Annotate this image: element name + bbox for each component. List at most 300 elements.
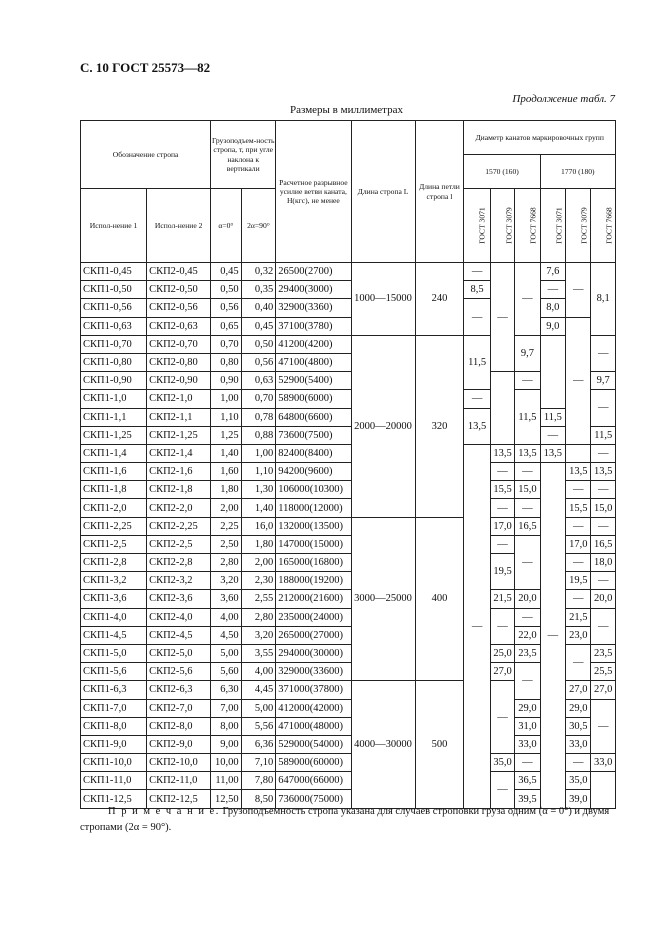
gost7668-b-label: ГОСТ 7668 bbox=[605, 207, 615, 244]
rope-diameter-cell: — bbox=[515, 535, 540, 590]
rope-diameter-cell: — bbox=[591, 699, 616, 754]
capacity-alpha0-cell: 3,20 bbox=[211, 572, 242, 590]
rope-diameter-cell: 21,5 bbox=[490, 590, 514, 608]
designation-variant1-cell: СКП1-3,6 bbox=[81, 590, 147, 608]
designation-variant2-cell: СКП2-0,45 bbox=[147, 263, 211, 281]
col-diameter-header: Диаметр канатов маркировочных групп bbox=[464, 121, 616, 155]
designation-variant1-cell: СКП1-2,25 bbox=[81, 517, 147, 535]
breaking-force-cell: 165000(16800) bbox=[276, 554, 351, 572]
breaking-force-cell: 265000(27000) bbox=[276, 626, 351, 644]
designation-variant2-cell: СКП2-0,56 bbox=[147, 299, 211, 317]
capacity-alpha0-cell: 11,00 bbox=[211, 772, 242, 790]
rope-diameter-cell: — bbox=[566, 317, 591, 444]
capacity-alpha0-cell: 12,50 bbox=[211, 790, 242, 808]
col-gost7668-b-header bbox=[591, 189, 616, 263]
designation-variant2-cell: СКП2-9,0 bbox=[147, 735, 211, 753]
col-gost3071-a-header bbox=[464, 189, 490, 263]
table-row bbox=[81, 481, 616, 499]
rope-diameter-cell: 19,5 bbox=[490, 554, 514, 590]
capacity-alpha0-cell: 0,80 bbox=[211, 353, 242, 371]
col-designation-header: Обозначение стропа bbox=[81, 121, 211, 189]
capacity-alpha0-cell: 0,56 bbox=[211, 299, 242, 317]
designation-variant2-cell: СКП2-12,5 bbox=[147, 790, 211, 808]
rope-diameter-cell: — bbox=[490, 681, 514, 754]
capacity-alpha0-cell: 0,65 bbox=[211, 317, 242, 335]
rope-diameter-cell: 27,0 bbox=[591, 681, 616, 699]
rope-diameter-cell: — bbox=[566, 517, 591, 535]
designation-variant2-cell: СКП2-6,3 bbox=[147, 681, 211, 699]
table-continuation-label: Продолжение табл. 7 bbox=[512, 93, 615, 105]
breaking-force-cell: 106000(10300) bbox=[276, 481, 351, 499]
rope-diameter-cell: — bbox=[490, 263, 514, 372]
capacity-alpha0-cell: 5,60 bbox=[211, 663, 242, 681]
designation-variant1-cell: СКП1-0,63 bbox=[81, 317, 147, 335]
rope-diameter-cell: 29,0 bbox=[515, 699, 540, 717]
capacity-alpha0-cell: 8,00 bbox=[211, 717, 242, 735]
designation-variant2-cell: СКП2-1,6 bbox=[147, 463, 211, 481]
designation-variant2-cell: СКП2-11,0 bbox=[147, 772, 211, 790]
table-row bbox=[81, 444, 616, 462]
breaking-force-cell: 212000(21600) bbox=[276, 590, 351, 608]
table-row bbox=[81, 663, 616, 681]
breaking-force-cell: 47100(4800) bbox=[276, 353, 351, 371]
designation-variant2-cell: СКП2-1,1 bbox=[147, 408, 211, 426]
designation-variant1-cell: СКП1-10,0 bbox=[81, 754, 147, 772]
rope-diameter-cell: — bbox=[540, 281, 565, 299]
rope-diameter-cell: — bbox=[566, 263, 591, 318]
capacity-alpha0-cell: 6,30 bbox=[211, 681, 242, 699]
col-gost3079-a-header bbox=[490, 189, 514, 263]
rope-diameter-cell: 33,0 bbox=[566, 735, 591, 753]
breaking-force-cell: 371000(37800) bbox=[276, 681, 351, 699]
designation-variant2-cell: СКП2-3,2 bbox=[147, 572, 211, 590]
breaking-force-cell: 412000(42000) bbox=[276, 699, 351, 717]
capacity-alpha0-cell: 0,70 bbox=[211, 335, 242, 353]
rope-diameter-cell: — bbox=[591, 517, 616, 535]
rope-diameter-cell: — bbox=[515, 463, 540, 481]
col-gost3079-b-header bbox=[566, 189, 591, 263]
breaking-force-cell: 471000(48000) bbox=[276, 717, 351, 735]
designation-variant2-cell: СКП2-4,0 bbox=[147, 608, 211, 626]
table-row bbox=[81, 699, 616, 717]
breaking-force-cell: 73600(7500) bbox=[276, 426, 351, 444]
col-variant2-header: Испол-нение 2 bbox=[147, 189, 211, 263]
capacity-alpha90-cell: 7,80 bbox=[241, 772, 276, 790]
capacity-alpha90-cell: 0,56 bbox=[241, 353, 276, 371]
designation-variant1-cell: СКП1-7,0 bbox=[81, 699, 147, 717]
capacity-alpha0-cell: 0,90 bbox=[211, 372, 242, 390]
table-row bbox=[81, 372, 616, 390]
capacity-alpha90-cell: 1,10 bbox=[241, 463, 276, 481]
designation-variant2-cell: СКП2-2,5 bbox=[147, 535, 211, 553]
rope-diameter-cell: 29,0 bbox=[566, 699, 591, 717]
rope-diameter-cell: — bbox=[490, 772, 514, 808]
designation-variant1-cell: СКП1-0,80 bbox=[81, 353, 147, 371]
capacity-alpha0-cell: 1,40 bbox=[211, 444, 242, 462]
rope-diameter-cell: — bbox=[591, 335, 616, 371]
rope-diameter-cell: 27,0 bbox=[490, 663, 514, 681]
rope-diameter-cell: 19,5 bbox=[566, 572, 591, 590]
table-row bbox=[81, 535, 616, 553]
rope-diameter-cell: — bbox=[515, 372, 540, 390]
designation-variant2-cell: СКП2-0,63 bbox=[147, 317, 211, 335]
rope-diameter-cell: — bbox=[540, 426, 565, 444]
capacity-alpha90-cell: 2,80 bbox=[241, 608, 276, 626]
loop-length-cell: 320 bbox=[415, 335, 464, 517]
breaking-force-cell: 82400(8400) bbox=[276, 444, 351, 462]
col-variant1-header: Испол-нение 1 bbox=[81, 189, 147, 263]
rope-diameter-cell: 9,7 bbox=[591, 372, 616, 390]
designation-variant1-cell: СКП1-5,6 bbox=[81, 663, 147, 681]
rope-diameter-cell: 8,5 bbox=[464, 281, 490, 299]
loop-length-cell: 500 bbox=[415, 681, 464, 808]
gost3079-b-label: ГОСТ 3079 bbox=[579, 207, 589, 244]
rope-diameter-cell: — bbox=[490, 463, 514, 481]
designation-variant2-cell: СКП2-1,4 bbox=[147, 444, 211, 462]
rope-diameter-cell bbox=[566, 444, 591, 462]
table-row bbox=[81, 735, 616, 753]
rope-diameter-cell: — bbox=[464, 390, 490, 408]
breaking-force-cell: 41200(4200) bbox=[276, 335, 351, 353]
rope-diameter-cell: 13,5 bbox=[566, 463, 591, 481]
designation-variant2-cell: СКП2-5,6 bbox=[147, 663, 211, 681]
rope-diameter-cell: — bbox=[591, 444, 616, 462]
rope-diameter-cell: 15,5 bbox=[566, 499, 591, 517]
capacity-alpha0-cell: 1,10 bbox=[211, 408, 242, 426]
sling-length-cell: 3000—25000 bbox=[351, 517, 415, 681]
rope-diameter-cell: — bbox=[540, 463, 565, 809]
capacity-alpha0-cell: 2,25 bbox=[211, 517, 242, 535]
designation-variant1-cell: СКП1-12,5 bbox=[81, 790, 147, 808]
rope-diameter-cell: 11,5 bbox=[464, 335, 490, 390]
capacity-alpha90-cell: 3,55 bbox=[241, 644, 276, 662]
units-caption: Размеры в миллиметрах bbox=[290, 104, 403, 116]
rope-diameter-cell: 21,5 bbox=[566, 608, 591, 626]
designation-variant2-cell: СКП2-2,25 bbox=[147, 517, 211, 535]
rope-diameter-cell: 13,5 bbox=[540, 444, 565, 462]
table-row bbox=[81, 754, 616, 772]
designation-variant1-cell: СКП1-1,8 bbox=[81, 481, 147, 499]
breaking-force-cell: 58900(6000) bbox=[276, 390, 351, 408]
breaking-force-cell: 589000(60000) bbox=[276, 754, 351, 772]
page-header: С. 10 ГОСТ 25573—82 bbox=[80, 60, 211, 75]
designation-variant1-cell: СКП1-2,8 bbox=[81, 554, 147, 572]
designation-variant1-cell: СКП1-0,70 bbox=[81, 335, 147, 353]
group-1570-header: 1570 (160) bbox=[464, 155, 540, 189]
designation-variant1-cell: СКП1-11,0 bbox=[81, 772, 147, 790]
table-row bbox=[81, 463, 616, 481]
rope-diameter-cell: — bbox=[566, 590, 591, 608]
rope-diameter-cell: — bbox=[515, 754, 540, 772]
rope-diameter-cell: 8,1 bbox=[591, 263, 616, 336]
sling-table bbox=[80, 120, 616, 809]
table-row bbox=[81, 717, 616, 735]
table-row bbox=[81, 644, 616, 662]
designation-variant2-cell: СКП2-0,50 bbox=[147, 281, 211, 299]
designation-variant1-cell: СКП1-0,50 bbox=[81, 281, 147, 299]
designation-variant1-cell: СКП1-4,0 bbox=[81, 608, 147, 626]
breaking-force-cell: 132000(13500) bbox=[276, 517, 351, 535]
col-force-header: Расчетное разрывное усилие ветви каната, Н(кгс), не менее bbox=[276, 121, 351, 263]
gost3079-a-label: ГОСТ 3079 bbox=[504, 207, 514, 244]
breaking-force-cell: 29400(3000) bbox=[276, 281, 351, 299]
sling-length-cell: 4000—30000 bbox=[351, 681, 415, 808]
designation-variant2-cell: СКП2-10,0 bbox=[147, 754, 211, 772]
note-text: Грузоподъемность стропа указана для случаев строповки груза одним (α = 0°) и двумя стропами (2α = 90°). bbox=[80, 806, 610, 833]
capacity-alpha90-cell: 1,40 bbox=[241, 499, 276, 517]
breaking-force-cell: 52900(5400) bbox=[276, 372, 351, 390]
rope-diameter-cell: 35,0 bbox=[490, 754, 514, 772]
designation-variant2-cell: СКП2-7,0 bbox=[147, 699, 211, 717]
rope-diameter-cell: — bbox=[515, 608, 540, 626]
table-row bbox=[81, 263, 616, 281]
rope-diameter-cell: 11,5 bbox=[515, 390, 540, 445]
col-gost7668-a-header bbox=[515, 189, 540, 263]
rope-diameter-cell: 16,5 bbox=[515, 517, 540, 535]
rope-diameter-cell: 31,0 bbox=[515, 717, 540, 735]
rope-diameter-cell: 20,0 bbox=[591, 590, 616, 608]
designation-variant1-cell: СКП1-3,2 bbox=[81, 572, 147, 590]
breaking-force-cell: 736000(75000) bbox=[276, 790, 351, 808]
designation-variant2-cell: СКП2-2,0 bbox=[147, 499, 211, 517]
table-note bbox=[80, 804, 620, 836]
table-row bbox=[81, 626, 616, 644]
table-row bbox=[81, 390, 616, 408]
capacity-alpha0-cell: 5,00 bbox=[211, 644, 242, 662]
capacity-alpha0-cell: 2,00 bbox=[211, 499, 242, 517]
designation-variant1-cell: СКП1-1,1 bbox=[81, 408, 147, 426]
col-loop-header: Длина петли стропа l bbox=[415, 121, 464, 263]
designation-variant1-cell: СКП1-2,5 bbox=[81, 535, 147, 553]
capacity-alpha90-cell: 1,00 bbox=[241, 444, 276, 462]
loop-length-cell: 400 bbox=[415, 517, 464, 681]
capacity-alpha90-cell: 4,45 bbox=[241, 681, 276, 699]
designation-variant1-cell: СКП1-4,5 bbox=[81, 626, 147, 644]
designation-variant2-cell: СКП2-0,90 bbox=[147, 372, 211, 390]
designation-variant2-cell: СКП2-2,8 bbox=[147, 554, 211, 572]
capacity-alpha90-cell: 16,0 bbox=[241, 517, 276, 535]
rope-diameter-cell bbox=[490, 372, 514, 445]
designation-variant1-cell: СКП1-1,4 bbox=[81, 444, 147, 462]
rope-diameter-cell: 15,0 bbox=[515, 481, 540, 499]
rope-diameter-cell: — bbox=[591, 572, 616, 590]
designation-variant2-cell: СКП2-8,0 bbox=[147, 717, 211, 735]
designation-variant1-cell: СКП1-9,0 bbox=[81, 735, 147, 753]
rope-diameter-cell: — bbox=[591, 481, 616, 499]
capacity-alpha0-cell: 1,80 bbox=[211, 481, 242, 499]
rope-diameter-cell: — bbox=[566, 554, 591, 572]
designation-variant1-cell: СКП1-8,0 bbox=[81, 717, 147, 735]
rope-diameter-cell: 13,5 bbox=[591, 463, 616, 481]
capacity-alpha90-cell: 2,00 bbox=[241, 554, 276, 572]
sling-length-cell: 1000—15000 bbox=[351, 263, 415, 336]
capacity-alpha90-cell: 0,45 bbox=[241, 317, 276, 335]
rope-diameter-cell: 33,0 bbox=[591, 754, 616, 772]
rope-diameter-cell: 25,5 bbox=[591, 663, 616, 681]
designation-variant2-cell: СКП2-4,5 bbox=[147, 626, 211, 644]
rope-diameter-cell: 20,0 bbox=[515, 590, 540, 608]
rope-diameter-cell: 22,0 bbox=[515, 626, 540, 644]
rope-diameter-cell: 30,5 bbox=[566, 717, 591, 735]
rope-diameter-cell: — bbox=[490, 608, 514, 644]
capacity-alpha90-cell: 0,50 bbox=[241, 335, 276, 353]
capacity-alpha0-cell: 2,50 bbox=[211, 535, 242, 553]
rope-diameter-cell bbox=[540, 335, 565, 408]
rope-diameter-cell: 35,0 bbox=[566, 772, 591, 790]
rope-diameter-cell: — bbox=[515, 499, 540, 517]
breaking-force-cell: 118000(12000) bbox=[276, 499, 351, 517]
designation-variant1-cell: СКП1-5,0 bbox=[81, 644, 147, 662]
capacity-alpha90-cell: 0,63 bbox=[241, 372, 276, 390]
capacity-alpha90-cell: 5,00 bbox=[241, 699, 276, 717]
capacity-alpha90-cell: 7,10 bbox=[241, 754, 276, 772]
breaking-force-cell: 32900(3360) bbox=[276, 299, 351, 317]
breaking-force-cell: 529000(54000) bbox=[276, 735, 351, 753]
designation-variant1-cell: СКП1-1,6 bbox=[81, 463, 147, 481]
capacity-alpha90-cell: 0,78 bbox=[241, 408, 276, 426]
designation-variant1-cell: СКП1-6,3 bbox=[81, 681, 147, 699]
rope-diameter-cell: 39,5 bbox=[515, 790, 540, 808]
breaking-force-cell: 64800(6600) bbox=[276, 408, 351, 426]
rope-diameter-cell: 9,0 bbox=[540, 317, 565, 335]
rope-diameter-cell bbox=[591, 772, 616, 808]
capacity-alpha0-cell: 0,50 bbox=[211, 281, 242, 299]
breaking-force-cell: 147000(15000) bbox=[276, 535, 351, 553]
rope-diameter-cell: 13,5 bbox=[490, 444, 514, 462]
note-label: П р и м е ч а н и е. bbox=[108, 806, 220, 817]
designation-variant1-cell: СКП1-0,45 bbox=[81, 263, 147, 281]
loop-length-cell: 240 bbox=[415, 263, 464, 336]
rope-diameter-cell: 23,0 bbox=[566, 626, 591, 644]
breaking-force-cell: 294000(30000) bbox=[276, 644, 351, 662]
rope-diameter-cell: 17,0 bbox=[490, 517, 514, 535]
gost7668-a-label: ГОСТ 7668 bbox=[528, 207, 538, 244]
designation-variant2-cell: СКП2-1,25 bbox=[147, 426, 211, 444]
breaking-force-cell: 94200(9600) bbox=[276, 463, 351, 481]
capacity-alpha90-cell: 0,88 bbox=[241, 426, 276, 444]
table-row bbox=[81, 608, 616, 626]
rope-diameter-cell: — bbox=[490, 499, 514, 517]
capacity-alpha90-cell: 8,50 bbox=[241, 790, 276, 808]
capacity-alpha0-cell: 1,60 bbox=[211, 463, 242, 481]
capacity-alpha90-cell: 2,30 bbox=[241, 572, 276, 590]
capacity-alpha0-cell: 1,00 bbox=[211, 390, 242, 408]
breaking-force-cell: 329000(33600) bbox=[276, 663, 351, 681]
table-body bbox=[81, 263, 616, 809]
rope-diameter-cell: 23,5 bbox=[591, 644, 616, 662]
breaking-force-cell: 26500(2700) bbox=[276, 263, 351, 281]
capacity-alpha90-cell: 5,56 bbox=[241, 717, 276, 735]
sling-length-cell: 2000—20000 bbox=[351, 335, 415, 517]
capacity-alpha0-cell: 3,60 bbox=[211, 590, 242, 608]
table-row bbox=[81, 517, 616, 535]
capacity-alpha0-cell: 0,45 bbox=[211, 263, 242, 281]
breaking-force-cell: 37100(3780) bbox=[276, 317, 351, 335]
designation-variant2-cell: СКП2-1,0 bbox=[147, 390, 211, 408]
table-row bbox=[81, 335, 616, 353]
table-row bbox=[81, 590, 616, 608]
capacity-alpha0-cell: 1,25 bbox=[211, 426, 242, 444]
rope-diameter-cell: 17,0 bbox=[566, 535, 591, 553]
designation-variant2-cell: СКП2-0,80 bbox=[147, 353, 211, 371]
col-gost3071-b-header bbox=[540, 189, 565, 263]
rope-diameter-cell: 36,5 bbox=[515, 772, 540, 790]
rope-diameter-cell: 15,0 bbox=[591, 499, 616, 517]
capacity-alpha90-cell: 0,70 bbox=[241, 390, 276, 408]
rope-diameter-cell: 7,6 bbox=[540, 263, 565, 281]
breaking-force-cell: 188000(19200) bbox=[276, 572, 351, 590]
rope-diameter-cell: 27,0 bbox=[566, 681, 591, 699]
rope-diameter-cell: — bbox=[566, 644, 591, 680]
capacity-alpha0-cell: 4,50 bbox=[211, 626, 242, 644]
designation-variant2-cell: СКП2-1,8 bbox=[147, 481, 211, 499]
capacity-alpha90-cell: 2,55 bbox=[241, 590, 276, 608]
rope-diameter-cell: — bbox=[515, 663, 540, 699]
designation-variant1-cell: СКП1-1,0 bbox=[81, 390, 147, 408]
rope-diameter-cell: 9,7 bbox=[515, 335, 540, 371]
designation-variant2-cell: СКП2-3,6 bbox=[147, 590, 211, 608]
capacity-alpha0-cell: 9,00 bbox=[211, 735, 242, 753]
rope-diameter-cell: — bbox=[464, 299, 490, 335]
rope-diameter-cell: 11,5 bbox=[591, 426, 616, 444]
rope-diameter-cell: — bbox=[464, 444, 490, 808]
gost3071-a-label: ГОСТ 3071 bbox=[478, 207, 488, 244]
capacity-alpha90-cell: 4,00 bbox=[241, 663, 276, 681]
rope-diameter-cell: 39,0 bbox=[566, 790, 591, 808]
rope-diameter-cell: 16,5 bbox=[591, 535, 616, 553]
capacity-alpha90-cell: 0,35 bbox=[241, 281, 276, 299]
capacity-alpha0-cell: 2,80 bbox=[211, 554, 242, 572]
rope-diameter-cell: — bbox=[591, 390, 616, 426]
capacity-alpha90-cell: 0,32 bbox=[241, 263, 276, 281]
rope-diameter-cell: — bbox=[515, 263, 540, 336]
designation-variant1-cell: СКП1-1,25 bbox=[81, 426, 147, 444]
group-1770-header: 1770 (180) bbox=[540, 155, 615, 189]
rope-diameter-cell: — bbox=[566, 481, 591, 499]
designation-variant1-cell: СКП1-0,56 bbox=[81, 299, 147, 317]
gost3071-b-label: ГОСТ 3071 bbox=[554, 207, 564, 244]
rope-diameter-cell: — bbox=[566, 754, 591, 772]
rope-diameter-cell: — bbox=[464, 263, 490, 281]
table-row bbox=[81, 772, 616, 790]
designation-variant2-cell: СКП2-5,0 bbox=[147, 644, 211, 662]
rope-diameter-cell: — bbox=[490, 535, 514, 553]
rope-diameter-cell: 33,0 bbox=[515, 735, 540, 753]
breaking-force-cell: 235000(24000) bbox=[276, 608, 351, 626]
designation-variant2-cell: СКП2-0,70 bbox=[147, 335, 211, 353]
col-alpha0-header: α=0° bbox=[211, 189, 242, 263]
capacity-alpha0-cell: 4,00 bbox=[211, 608, 242, 626]
capacity-alpha0-cell: 10,00 bbox=[211, 754, 242, 772]
capacity-alpha90-cell: 1,30 bbox=[241, 481, 276, 499]
capacity-alpha90-cell: 0,40 bbox=[241, 299, 276, 317]
rope-diameter-cell: 23,5 bbox=[515, 644, 540, 662]
designation-variant1-cell: СКП1-0,90 bbox=[81, 372, 147, 390]
rope-diameter-cell: — bbox=[591, 608, 616, 644]
rope-diameter-cell: 25,0 bbox=[490, 644, 514, 662]
rope-diameter-cell: 8,0 bbox=[540, 299, 565, 317]
designation-variant1-cell: СКП1-2,0 bbox=[81, 499, 147, 517]
table-row bbox=[81, 499, 616, 517]
rope-diameter-cell: 13,5 bbox=[515, 444, 540, 462]
capacity-alpha90-cell: 1,80 bbox=[241, 535, 276, 553]
rope-diameter-cell: 11,5 bbox=[540, 408, 565, 426]
rope-diameter-cell: 13,5 bbox=[464, 408, 490, 444]
capacity-alpha90-cell: 3,20 bbox=[241, 626, 276, 644]
col-capacity-header: Грузоподъем-ность стропа, т, при угле наклона к вертикали bbox=[211, 121, 276, 189]
capacity-alpha90-cell: 6,36 bbox=[241, 735, 276, 753]
capacity-alpha0-cell: 7,00 bbox=[211, 699, 242, 717]
